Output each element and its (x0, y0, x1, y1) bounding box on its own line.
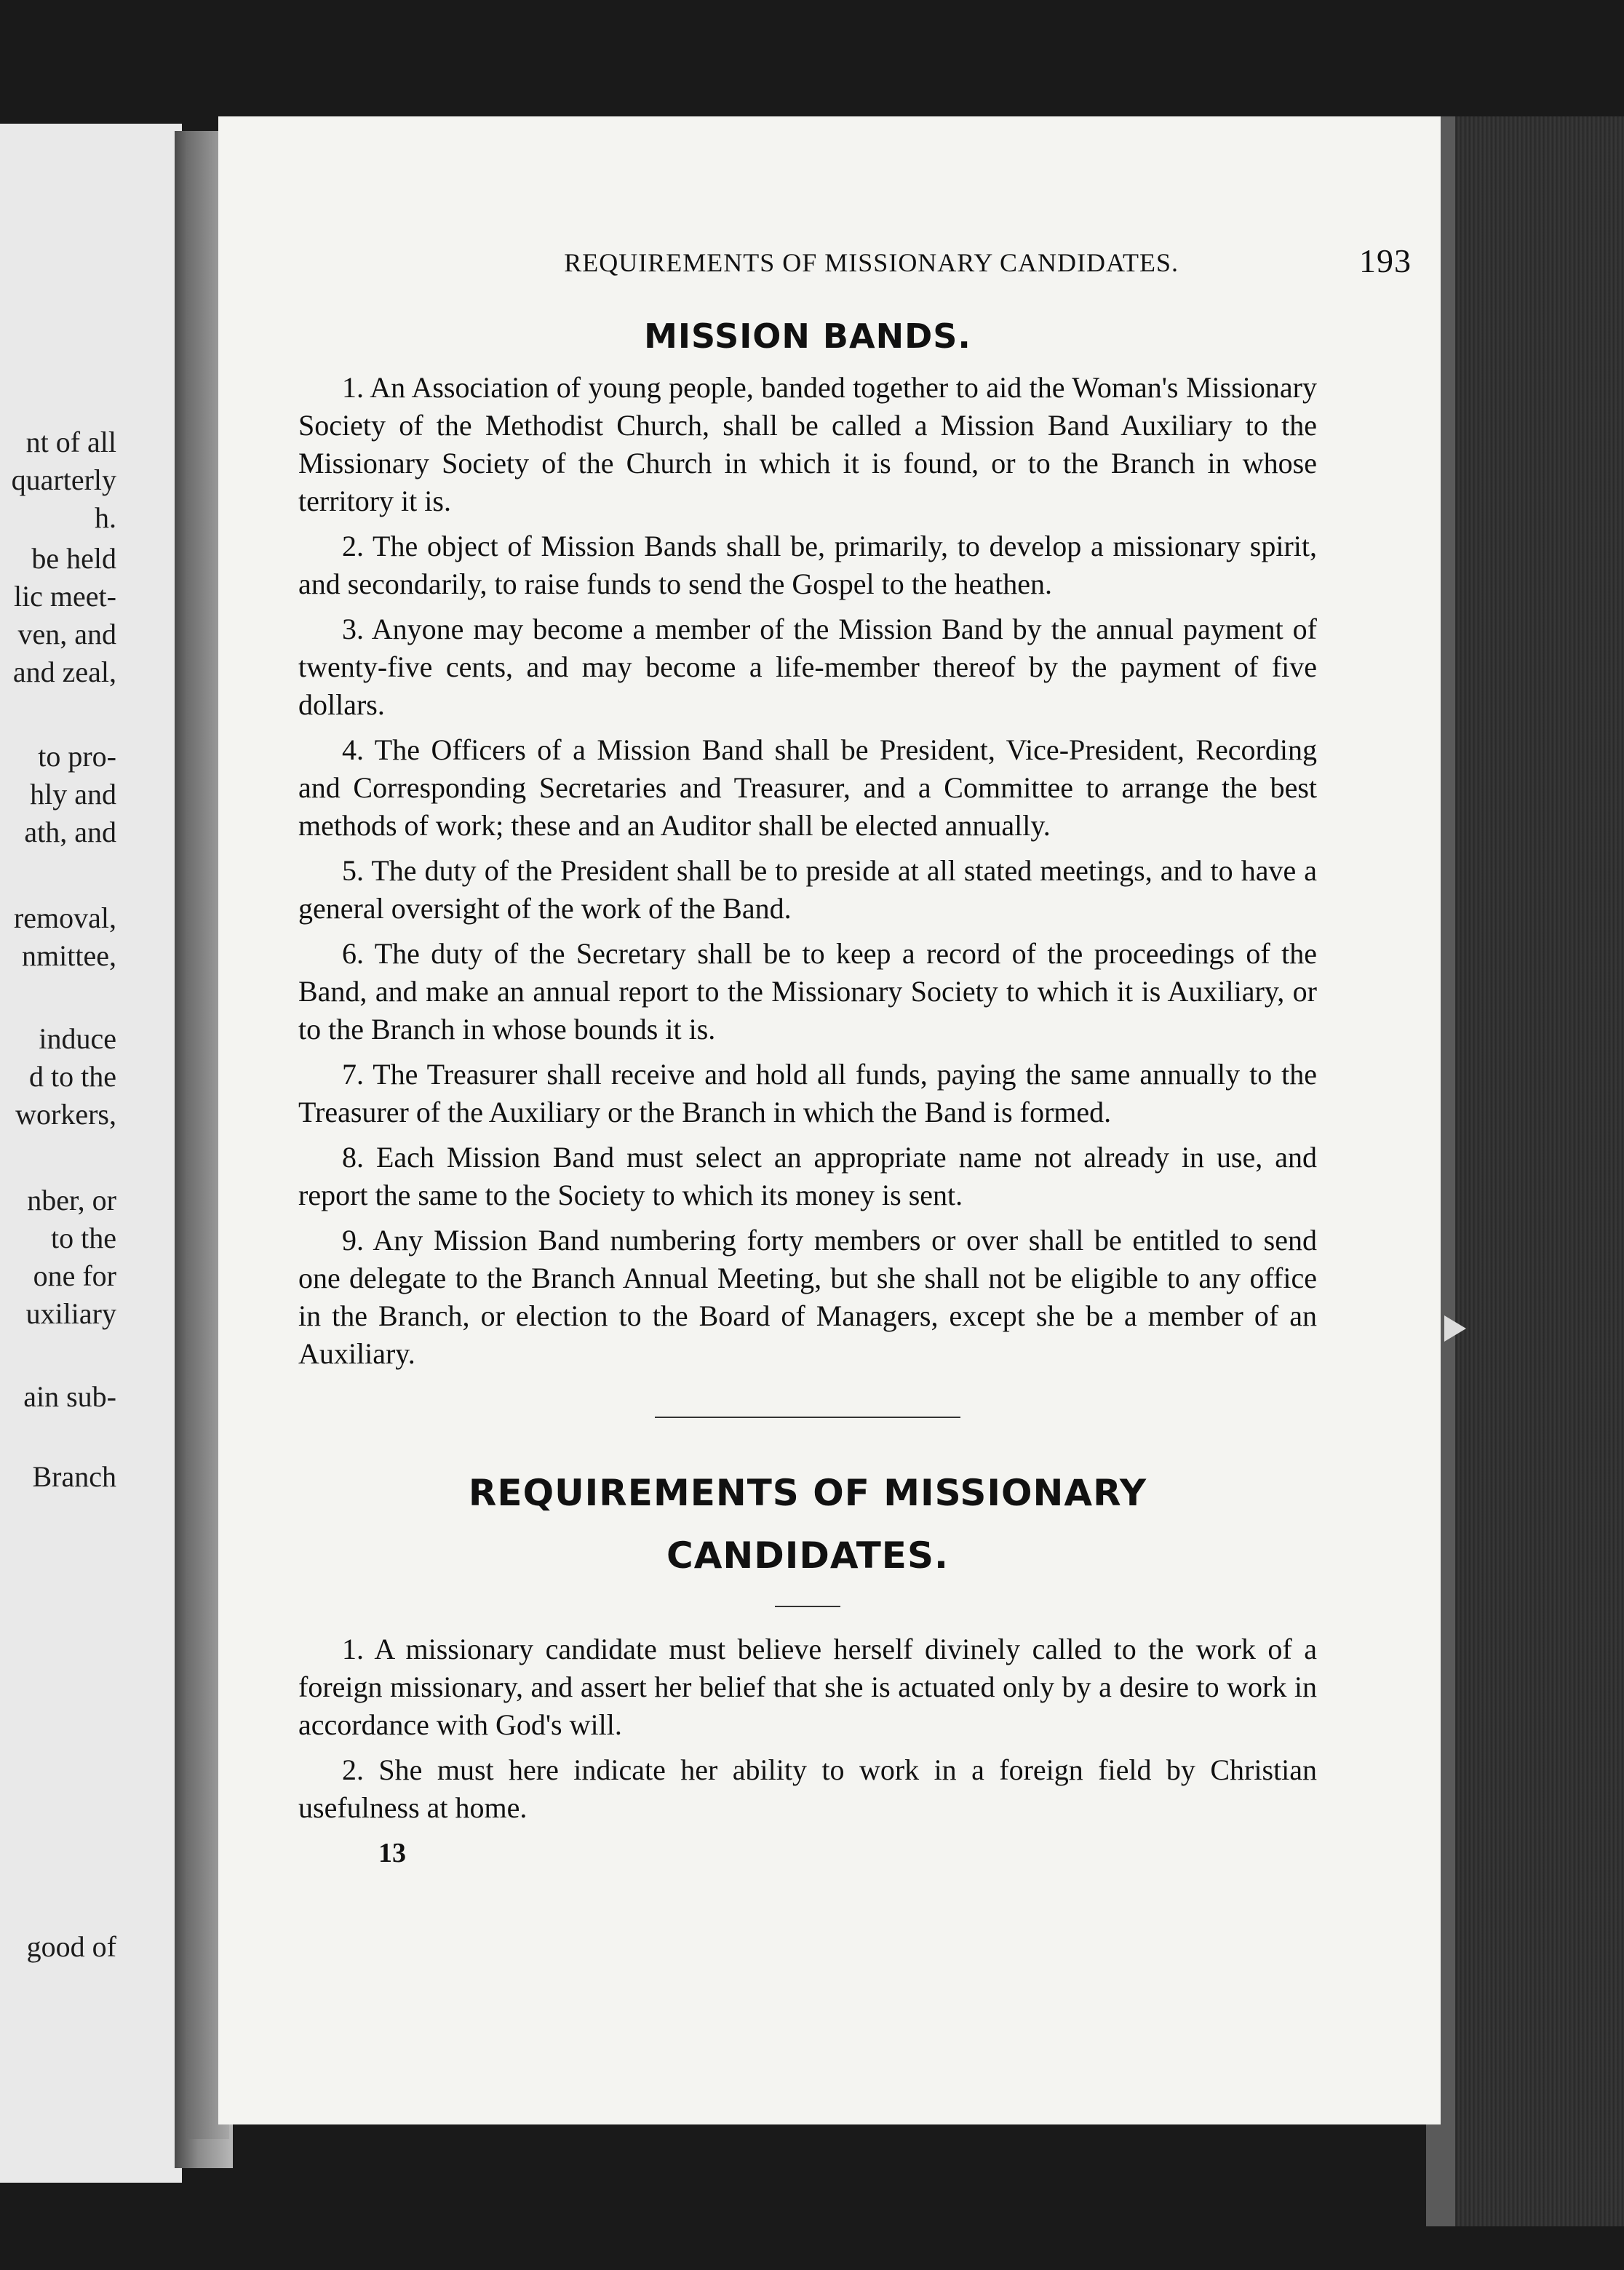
left-line: hly and (30, 778, 116, 811)
left-line: lic meet- (13, 580, 116, 613)
page-number: 193 (1359, 242, 1412, 279)
left-line: and zeal, (12, 656, 116, 688)
book-page (218, 116, 1441, 2124)
left-line: induce (39, 1022, 116, 1055)
mission-bands-paragraph-7: 7. The Treasurer shall receive and hold all funds, paying the same annually to the Treasurer of the Auxiliary or the Branch in which the Band is formed. (298, 1058, 1317, 1128)
section-title-mission-bands: MISSION BANDS. (644, 316, 971, 356)
left-line: to pro- (38, 740, 116, 773)
mission-bands-paragraph-3: 3. Anyone may become a member of the Mission Band by the annual payment of twenty-five cents, and may become a life-member thereof by the payment of five dollars. (298, 613, 1317, 721)
left-line: workers, (15, 1098, 116, 1131)
running-head-title: REQUIREMENTS OF MISSIONARY CANDIDATES. (564, 248, 1179, 277)
left-line: quarterly (11, 463, 116, 496)
left-line: be held (31, 542, 116, 575)
title-underline-rule (775, 1606, 840, 1607)
left-line: one for (33, 1259, 116, 1292)
left-line: ath, and (24, 816, 116, 848)
mission-bands-paragraph-1: 1. An Association of young people, banded together to aid the Woman's Missionary Society of the Methodist Church, shall be called a Mission Band Auxiliary to the Missionary Society of the Church in which it is found, or to the Branch in whose territory it is. (298, 371, 1317, 517)
section-title-requirements (298, 1462, 1317, 1587)
requirements-paragraph-1: 1. A missionary candidate must believe herself divinely called to the work of a foreign missionary, and assert her belief that she is actuated only by a desire to work in accordance with God's will. (298, 1633, 1317, 1741)
mission-bands-paragraph-9: 9. Any Mission Band numbering forty members or over shall be entitled to send one delegate to the Branch Annual Meeting, but she shall not be eligible to any office in the Branch, or election to the Board of Managers, except she be a member of an Auxiliary. (298, 1224, 1317, 1370)
left-line: good of (26, 1930, 116, 1963)
left-line: removal, (13, 901, 116, 934)
requirements-title-line-2: CANDIDATES. (666, 1534, 949, 1577)
mission-bands-paragraph-8: 8. Each Mission Band must select an appropriate name not already in use, and report the same to the Society to which its money is sent. (298, 1141, 1317, 1211)
left-line: to the (51, 1222, 116, 1254)
left-line: Branch (32, 1460, 116, 1493)
previous-page-fragment (0, 124, 182, 2183)
left-line: ain sub- (23, 1380, 116, 1413)
left-line: nber, or (27, 1184, 116, 1216)
left-line: h. (95, 501, 116, 534)
left-line: nmittee, (22, 939, 116, 972)
requirements-title-line-1: REQUIREMENTS OF MISSIONARY (468, 1472, 1147, 1514)
triangle-marker-icon (1444, 1315, 1466, 1342)
page-content (298, 316, 1317, 1869)
mission-bands-paragraph-6: 6. The duty of the Secretary shall be to keep a record of the proceedings of the Band, and make an annual report to the Missionary Society to which it is Auxiliary, or to the Branch in whose bounds it is. (298, 937, 1317, 1046)
left-line: nt of all (25, 426, 116, 458)
section-divider (655, 1417, 960, 1418)
left-line: d to the (29, 1060, 116, 1093)
mission-bands-paragraph-2: 2. The object of Mission Bands shall be, primarily, to develop a missionary spirit, and secondarily, to raise funds to send the Gospel to the heathen. (298, 530, 1317, 600)
mission-bands-paragraph-5: 5. The duty of the President shall be to preside at all stated meetings, and to have a general oversight of the work of the Band. (298, 854, 1317, 925)
left-line: ven, and (17, 618, 116, 650)
left-line: uxiliary (25, 1297, 116, 1330)
requirements-paragraph-2: 2. She must here indicate her ability to work in a foreign field by Christian usefulness at home. (298, 1753, 1317, 1824)
mission-bands-paragraph-4: 4. The Officers of a Mission Band shall be President, Vice-President, Recording and Corresponding Secretaries and Treasurer, and a Committee to arrange the best methods of work; these and an Auditor shall be elected annually. (298, 733, 1317, 842)
signature-mark: 13 (378, 1838, 406, 1868)
book-page-edges (1426, 116, 1624, 2226)
